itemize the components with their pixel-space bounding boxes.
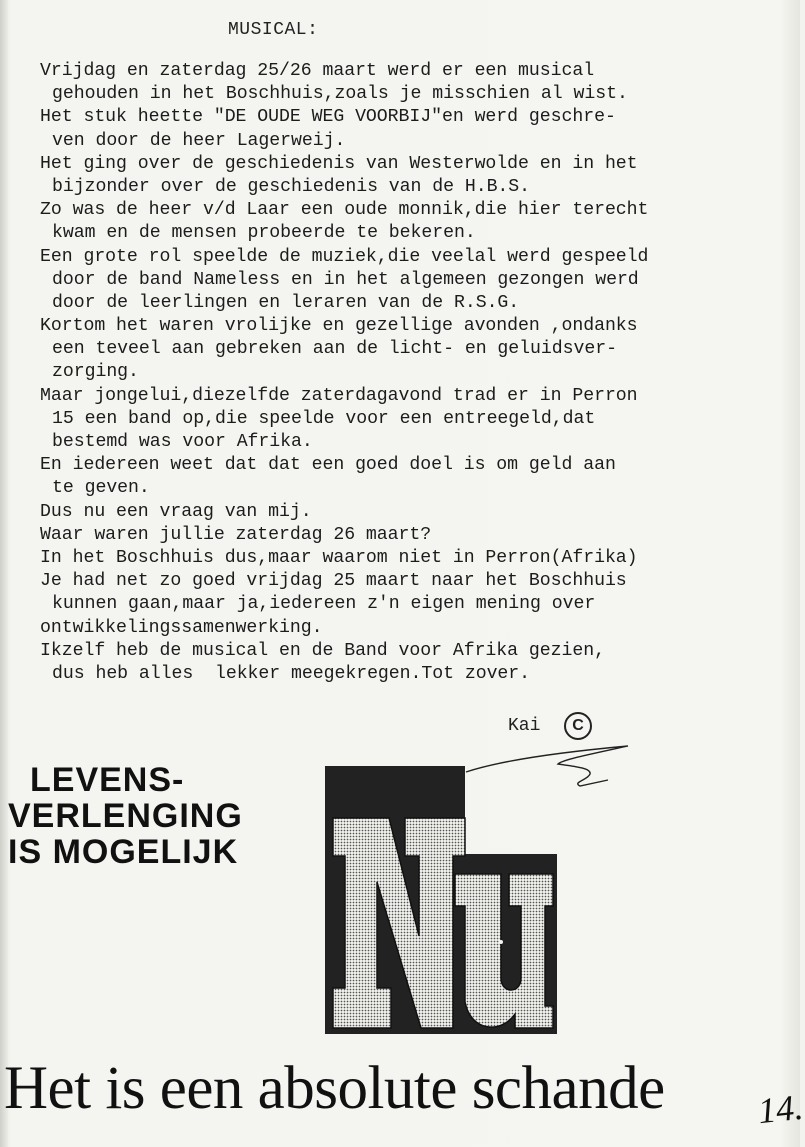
page-number: 14.: [756, 1086, 805, 1132]
article-line: een teveel aan gebreken aan de licht- en geluidsver-: [52, 339, 617, 360]
article-line: zorging.: [52, 362, 139, 383]
article-line: ontwikkelingssamenwerking.: [40, 617, 323, 638]
article-line: door de leerlingen en leraren van de R.S.G.: [52, 292, 520, 313]
page-binding-edge: [0, 0, 8, 1147]
article-line: ven door de heer Lagerweij.: [52, 130, 346, 151]
article-line: Waar waren jullie zaterdag 26 maart?: [40, 524, 432, 545]
article-line: Zo was de heer v/d Laar een oude monnik,die hier terecht: [40, 200, 649, 221]
copyright-icon: C: [564, 712, 592, 740]
article-line: bijzonder over de geschiedenis van de H.B.S.: [52, 176, 531, 197]
nu-logo-text: [325, 1034, 326, 1035]
article-line: Vrijdag en zaterdag 25/26 maart werd er een musical: [40, 61, 595, 81]
article-heading: MUSICAL:: [228, 20, 319, 40]
article-line: Een grote rol speelde de muziek,die veelal werd gespeeld: [40, 246, 649, 267]
nu-logo-graphic: [325, 766, 557, 1034]
article-line: Maar jongelui,diezelfde zaterdagavond trad er in Perron: [40, 385, 638, 406]
advert-slogan: [8, 762, 308, 870]
article-line: En iedereen weet dat dat een goed doel is om geld aan: [40, 455, 616, 476]
article-line: bestemd was voor Afrika.: [52, 432, 313, 452]
slogan-line-3: IS MOGELIJK: [8, 833, 239, 871]
article-line: Kortom het waren vrolijke en gezellige avonden ,ondanks: [40, 316, 638, 337]
article-line: te geven.: [52, 478, 150, 499]
article-line: dus heb alles lekker meegekregen.Tot zover.: [52, 663, 531, 684]
article-line: Het stuk heette "DE OUDE WEG VOORBIJ"en werd geschre-: [40, 107, 616, 128]
article-line: 15 een band op,die speelde voor een entreegeld,dat: [52, 408, 596, 429]
slogan-line-1: LEVENS-: [30, 761, 185, 799]
article-line: door de band Nameless en in het algemeen gezongen werd: [52, 269, 639, 290]
article-line: Je had net zo goed vrijdag 25 maart naar het Boschhuis: [40, 571, 627, 592]
article-line: In het Boschhuis dus,maar waarom niet in Perron(Afrika): [40, 547, 638, 568]
author-signature: Kai: [508, 716, 541, 736]
article-line: Ikzelf heb de musical en de Band voor Afrika gezien,: [40, 640, 605, 661]
article-line: gehouden in het Boschhuis,zoals je misschien al wist.: [52, 84, 628, 105]
advert-headline: Het is een absolute schande: [4, 1055, 665, 1122]
article-body: [40, 60, 780, 686]
article-line: Het ging over de geschiedenis van Westerwolde en in het: [40, 153, 638, 174]
article-line: Dus nu een vraag van mij.: [40, 501, 312, 522]
article-line: kwam en de mensen probeerde te bekeren.: [52, 223, 476, 244]
slogan-line-2: VERLENGING: [8, 797, 243, 835]
article-line: kunnen gaan,maar ja,iedereen z'n eigen mening over: [52, 594, 596, 615]
nu-logo: [325, 766, 557, 1034]
